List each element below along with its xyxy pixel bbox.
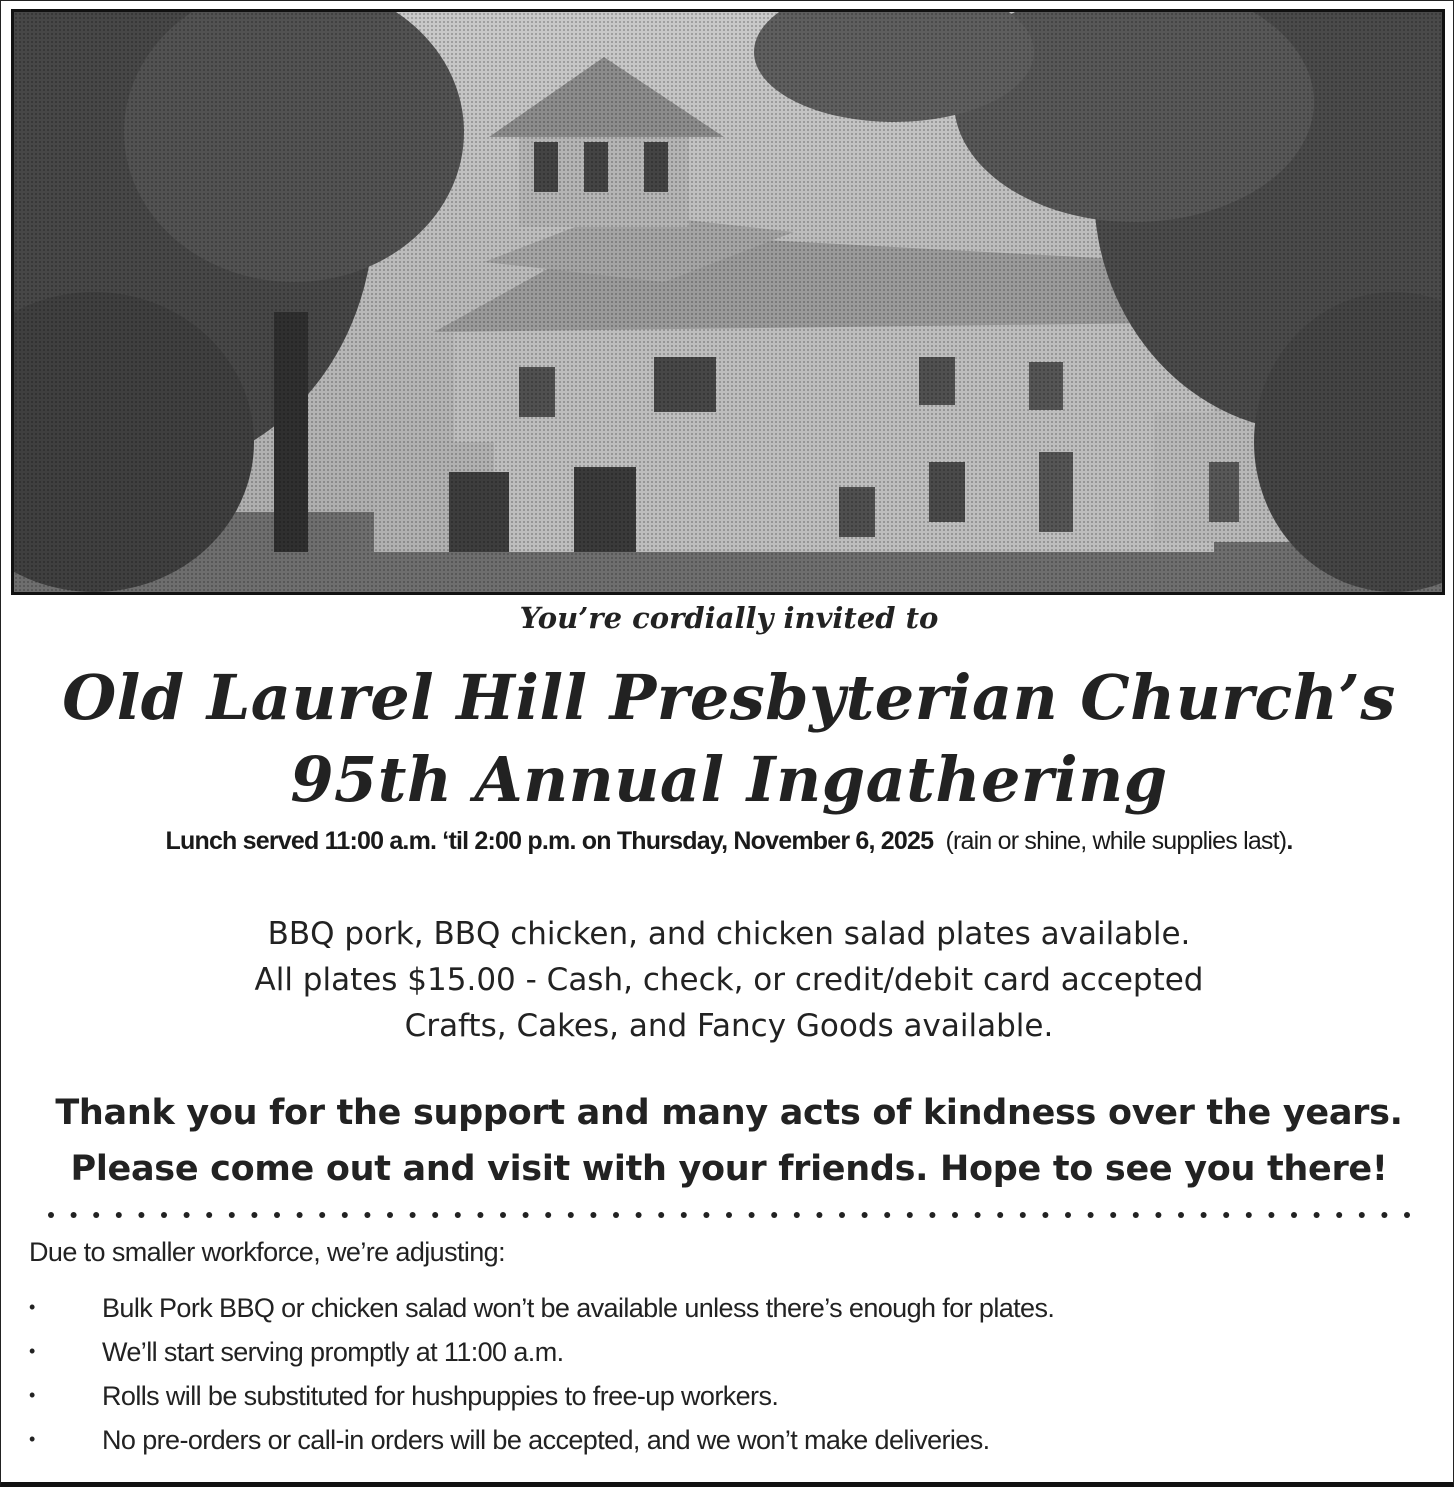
dotted-divider (47, 1207, 1425, 1223)
divider-dot (297, 1212, 303, 1218)
church-photo-illustration (14, 12, 1442, 592)
divider-dot (48, 1212, 54, 1218)
divider-dot (1336, 1212, 1342, 1218)
list-item (1, 1425, 1456, 1469)
divider-dot (1133, 1212, 1139, 1218)
divider-dot (816, 1212, 822, 1218)
divider-dot (206, 1212, 212, 1218)
divider-dot (658, 1212, 664, 1218)
divider-dot (703, 1212, 709, 1218)
church-photo (11, 9, 1445, 595)
event-title-line-2: 95th Annual Ingathering (290, 743, 1168, 816)
divider-dot (975, 1212, 981, 1218)
divider-dot (726, 1212, 732, 1218)
invite-line: You’re cordially invited to (519, 601, 939, 635)
divider-dot (410, 1212, 416, 1218)
divider-dot (161, 1212, 167, 1218)
divider-dot (1178, 1212, 1184, 1218)
notice-list (1, 1293, 1456, 1469)
thanks-line: Thank you for the support and many acts of kindness over the years. (55, 1093, 1403, 1133)
bullet: • (29, 1297, 35, 1317)
list-item-text: We’ll start serving promptly at 11:00 a.m. (102, 1337, 564, 1367)
divider-dot (1201, 1212, 1207, 1218)
divider-dot (929, 1212, 935, 1218)
divider-dot (1291, 1212, 1297, 1218)
divider-dot (455, 1212, 461, 1218)
divider-dot (229, 1212, 235, 1218)
divider-dot (184, 1212, 190, 1218)
divider-dot (771, 1212, 777, 1218)
thanks-line: Please come out and visit with your friends. Hope to see you there! (70, 1149, 1388, 1189)
divider-dot (1314, 1212, 1320, 1218)
divider-dot (432, 1212, 438, 1218)
divider-dot (71, 1212, 77, 1218)
divider-dot (1065, 1212, 1071, 1218)
lunch-time-main: Lunch served 11:00 a.m. ‘til 2:00 p.m. on Thursday, November 6, 2025 (165, 827, 934, 855)
divider-dot (387, 1212, 393, 1218)
divider-dot (1020, 1212, 1026, 1218)
divider-dot (342, 1212, 348, 1218)
list-item-text: Rolls will be substituted for hushpuppies to free-up workers. (102, 1381, 779, 1411)
menu-line: Crafts, Cakes, and Fancy Goods available. (404, 1008, 1054, 1044)
divider-dot (749, 1212, 755, 1218)
divider-dot (364, 1212, 370, 1218)
divider-dot (907, 1212, 913, 1218)
lunch-time-line (1, 827, 1456, 856)
divider-dot (116, 1212, 122, 1218)
lunch-time-note: (rain or shine, while supplies last) (945, 827, 1287, 855)
divider-dot (1268, 1212, 1274, 1218)
divider-dot (681, 1212, 687, 1218)
divider-dot (138, 1212, 144, 1218)
list-item (1, 1293, 1456, 1337)
bullet: • (29, 1385, 35, 1405)
divider-dot (1404, 1212, 1410, 1218)
divider-dot (1042, 1212, 1048, 1218)
divider-dot (93, 1212, 99, 1218)
divider-dot (1381, 1212, 1387, 1218)
divider-dot (839, 1212, 845, 1218)
divider-dot (997, 1212, 1003, 1218)
divider-dot (500, 1212, 506, 1218)
divider-dot (952, 1212, 958, 1218)
divider-dot (1359, 1212, 1365, 1218)
event-title-line-1: Old Laurel Hill Presbyterian Church’s (62, 661, 1396, 734)
divider-dot (884, 1212, 890, 1218)
divider-dot (794, 1212, 800, 1218)
divider-dot (251, 1212, 257, 1218)
divider-dot (613, 1212, 619, 1218)
divider-dot (545, 1212, 551, 1218)
divider-dot (862, 1212, 868, 1218)
notice-intro: Due to smaller workforce, we’re adjusting: (29, 1237, 506, 1267)
divider-dot (274, 1212, 280, 1218)
divider-dot (590, 1212, 596, 1218)
list-item-text: No pre-orders or call-in orders will be accepted, and we won’t make deliveries. (102, 1425, 990, 1455)
divider-dot (319, 1212, 325, 1218)
divider-dot (477, 1212, 483, 1218)
menu-line: BBQ pork, BBQ chicken, and chicken salad plates available. (267, 916, 1191, 952)
divider-dot (636, 1212, 642, 1218)
list-item-text: Bulk Pork BBQ or chicken salad won’t be available unless there’s enough for plates. (102, 1293, 1055, 1323)
divider-dot (1110, 1212, 1116, 1218)
divider-dot (1223, 1212, 1229, 1218)
divider-dot (568, 1212, 574, 1218)
list-item (1, 1337, 1456, 1381)
divider-dot (1246, 1212, 1252, 1218)
divider-dot (1088, 1212, 1094, 1218)
lunch-time-end: . (1286, 827, 1293, 855)
bullet: • (29, 1429, 35, 1449)
list-item (1, 1381, 1456, 1425)
menu-line: All plates $15.00 - Cash, check, or credit/debit card accepted (254, 962, 1204, 998)
bullet: • (29, 1341, 35, 1361)
divider-dot (523, 1212, 529, 1218)
divider-dot (1155, 1212, 1161, 1218)
menu-block (1, 911, 1456, 1049)
thanks-block (1, 1085, 1456, 1197)
